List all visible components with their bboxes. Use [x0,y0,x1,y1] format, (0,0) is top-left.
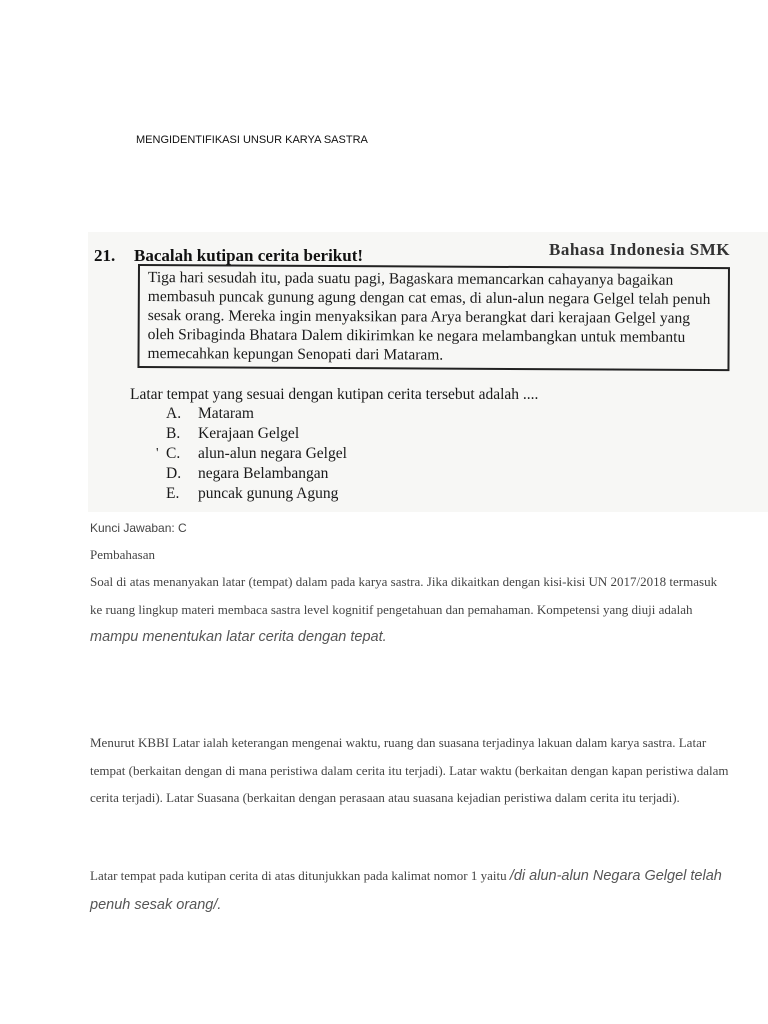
discussion-paragraph-3 [90,862,730,919]
option-d [166,464,347,484]
question-prompt: Latar tempat yang sesuai dengan kutipan cerita tersebut adalah .... [130,386,539,403]
tick-mark-icon: ' [156,446,159,461]
discussion-paragraph-1 [90,568,730,652]
passage-box [137,264,730,371]
question-scan-image [88,232,768,512]
answer-options [156,404,347,504]
option-letter: C. [166,445,181,462]
paragraph-text: Latar tempat pada kutipan cerita di atas ditunjukkan pada kalimat nomor 1 yaitu [90,868,510,883]
paragraph-emphasis: /di alun-alun Negara Gelgel telah penuh sesak orang/. [90,868,722,913]
passage-line: oleh Sribaginda Bhatara Dalem dikirimkan ke negara melambangkan untuk membantu [147,326,686,346]
paragraph-emphasis: mampu menentukan latar cerita dengan tepat. [90,629,387,645]
question-instruction: Bacalah kutipan cerita berikut! [134,246,364,265]
option-text: Mataram [198,405,254,422]
passage-line: sesak orang. Mereka ingin menyaksikan para Arya berangkat dari kerajaan Gelgel yang [147,307,691,327]
option-e [166,484,347,504]
option-letter: A. [166,405,182,422]
scan-header: Bahasa Indonesia SMK [549,240,730,259]
option-letter: D. [166,465,182,482]
question-number: 21. [94,246,116,265]
discussion-heading: Pembahasan [90,547,155,562]
option-letter: B. [166,425,181,442]
option-a [166,404,347,424]
passage-line: memecahkan kepungan Senopati dari Mataram. [147,345,444,364]
answer-key: Kunci Jawaban: C [90,521,187,535]
option-b [166,424,347,444]
page-title: MENGIDENTIFIKASI UNSUR KARYA SASTRA [136,134,368,146]
discussion-paragraph-2: Menurut KBBI Latar ialah keterangan mengenai waktu, ruang dan suasana terjadinya lakuan dalam karya sastra. Latar tempat (berkaitan dengan di mana peristiwa dalam cerita itu terjadi). Latar waktu (berkaitan dengan kapan peristiwa dalam cerita terjadi). Latar Suasana (berkaitan dengan perasaan atau suasana kejadian peristiwa dalam cerita itu terjadi). [90,735,729,805]
option-text: alun-alun negara Gelgel [198,445,347,462]
passage-line: membasuh puncak gunung agung dengan cat emas, di alun-alun negara Gelgel telah penuh [147,288,711,308]
passage-line: Tiga hari sesudah itu, pada suatu pagi, Bagaskara memancarkan cahayanya bagaikan [147,269,674,289]
option-text: negara Belambangan [198,465,329,482]
option-c [156,444,347,464]
paragraph-text: Soal di atas menanyakan latar (tempat) dalam pada karya sastra. Jika dikaitkan dengan kisi-kisi UN 2017/2018 termasuk ke ruang lingkup materi membaca sastra level kognitif pengetahuan dan pemahaman. Kompetensi yang diuji adalah [90,574,718,617]
option-text: Kerajaan Gelgel [198,425,300,442]
option-text: puncak gunung Agung [198,485,339,502]
option-letter: E. [166,485,180,502]
